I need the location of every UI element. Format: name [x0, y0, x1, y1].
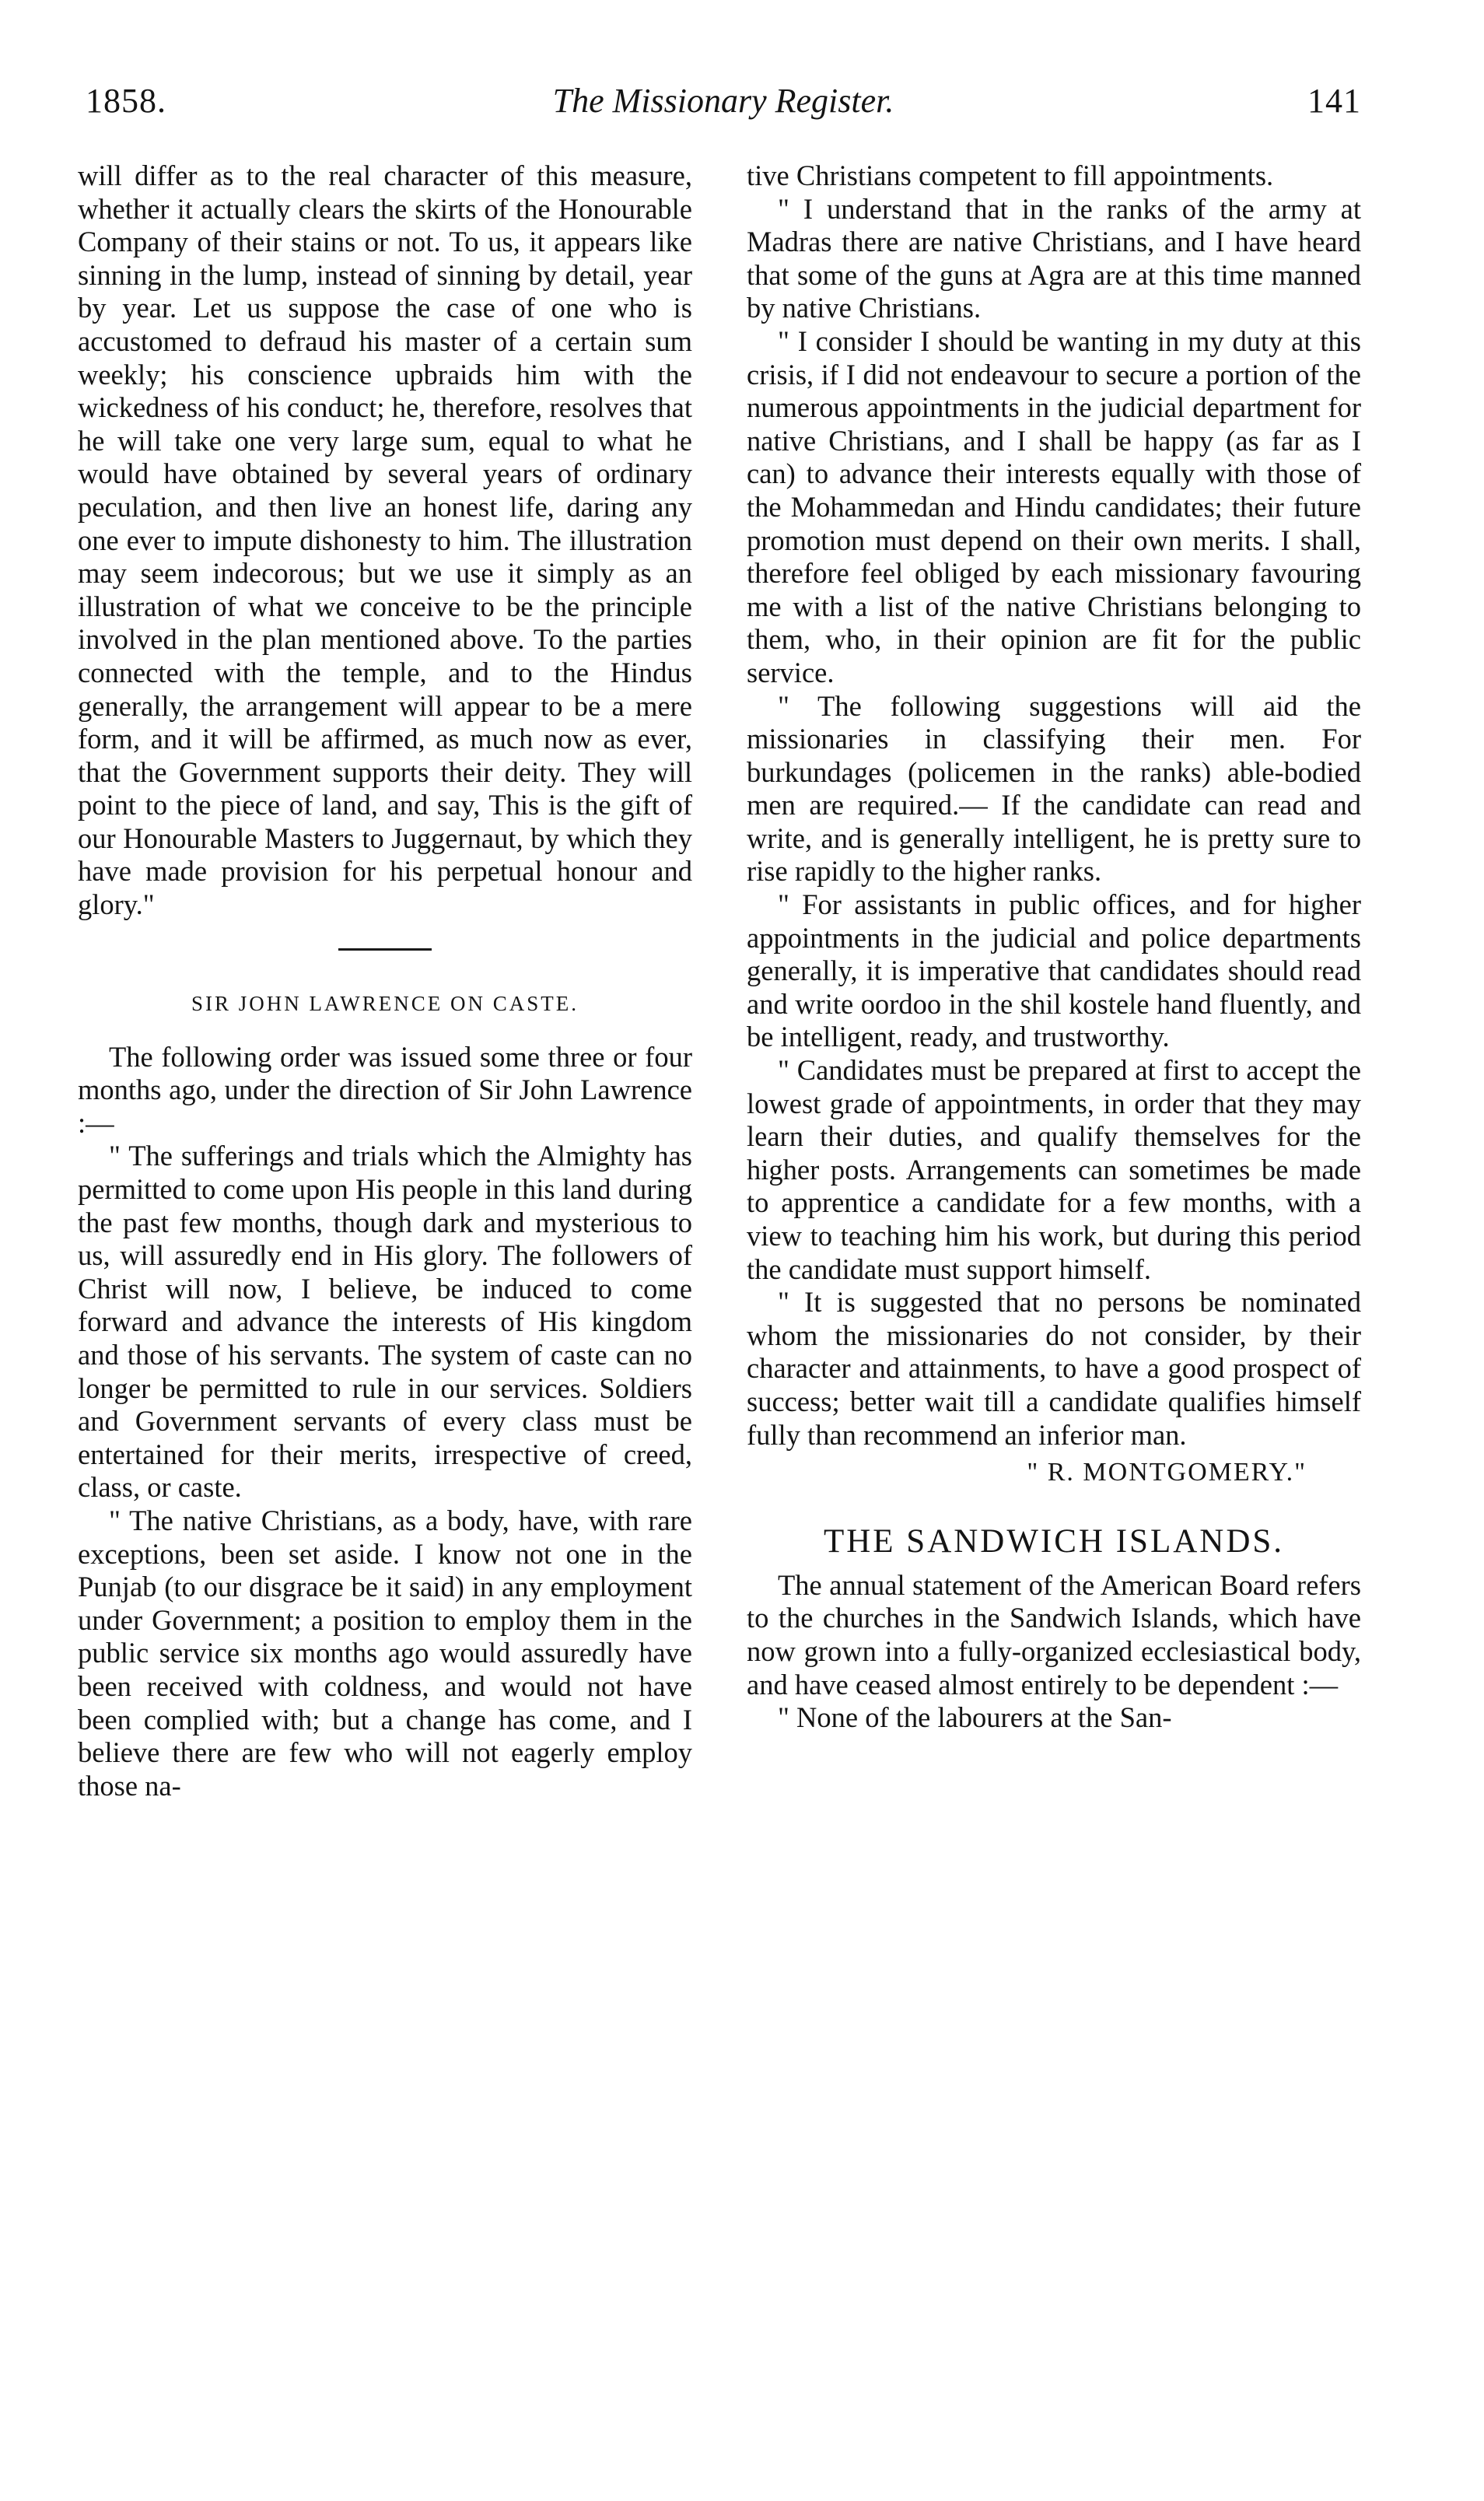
- journal-title: The Missionary Register.: [552, 82, 894, 120]
- paragraph: " For assistants in public offices, and for higher appointments in the judicial and police departments generally, it is imperative that candidates should read and write oordoo in the shil kostele hand fluently, and be intelligent, ready, and trustworthy.: [747, 888, 1361, 1053]
- paragraph-continued: will differ as to the real character of this measure, whether it actually clears the skirts of the Honourable Company of their stains or not. To us, it appears like sinning in the lump, instead of sinning by detail, year by year. Let us suppose the case of one who is accustomed to defraud his master of a certain sum weekly; his conscience upbraids him with the wickedness of his conduct; he, therefore, resolves that he will take one very large sum, equal to what he would have obtained by several years of ordinary peculation, and then live an honest life, daring any one ever to impute dishonesty to him. The illustration may seem indecorous; but we use it simply as an illustration of what we conceive to be the principle involved in the plan mentioned above. To the parties connected with the temple, and to the Hindus generally, the arrangement will appear to be a mere form, and it will be affirmed, as much now as ever, that the Government supports their deity. They will point to the piece of land, and say, This is the gift of our Honourable Masters to Juggernaut, by which they have made provision for his perpetual honour and glory.": [78, 159, 692, 921]
- running-head: [86, 81, 1361, 143]
- section-divider: [338, 948, 432, 951]
- paragraph: " It is suggested that no persons be nominated whom the missionaries do not consider, by their character and attainments, to have a good prospect of success; better wait till a candidate qualifies himself fully than recommend an inferior man.: [747, 1286, 1361, 1451]
- signature: " R. MONTGOMERY.": [1027, 1458, 1307, 1487]
- right-column: [747, 159, 1361, 1735]
- paragraph: " None of the labourers at the San-: [778, 1701, 1172, 1734]
- paragraph: The annual statement of the American Board refers to the churches in the Sandwich Islands, which have now grown into a fully-organized ecclesiastical body, and have ceased almost entirely to be dependent :—: [747, 1568, 1361, 1701]
- section-heading-lawrence: SIR JOHN LAWRENCE ON CASTE.: [191, 991, 579, 1015]
- paragraph: " Candidates must be prepared at first to accept the lowest grade of appointments, in order that they may learn their duties, and qualify themselves for the higher posts. Arrangements can sometimes be made to apprentice a candidate for a few months, with a view to teaching him his work, but during this period the candidate must support himself.: [747, 1054, 1361, 1285]
- header-year: 1858.: [86, 82, 166, 120]
- section-heading-sandwich-islands: THE SANDWICH ISLANDS.: [823, 1522, 1285, 1560]
- page-number: 141: [1307, 82, 1361, 120]
- paragraph: " The following suggestions will aid the missionaries in classifying their men. For burkundages (policemen in the ranks) able-bodied men are required.— If the candidate can read and write, and is generally intelligent, he is pretty sure to rise rapidly to the higher ranks.: [747, 689, 1361, 888]
- paragraph: " I consider I should be wanting in my duty at this crisis, if I did not endeavour to secure a portion of the numerous appointments in the judicial department for native Christians, and I shall be happy (as far as I can) to advance their interests equally with those of the Mohammedan and Hindu candidates; their future promotion must depend on their own merits. I shall, therefore feel obliged by each missionary favouring me with a list of the native Christians belonging to them, who, in their opinion are fit for the public service.: [747, 324, 1361, 688]
- paragraph-continued: tive Christians competent to fill appointments.: [747, 159, 1274, 191]
- paragraph: " The native Christians, as a body, have, with rare exceptions, been set aside. I know not one in the Punjab (to our disgrace be it said) in any employment under Government; a position to employ them in the public service six months ago would assuredly have been received with coldness, and would not have been complied with; but a change has come, and I believe there are few who will not eagerly employ those na-: [78, 1504, 692, 1802]
- paragraph: " I understand that in the ranks of the army at Madras there are native Christians, and I have heard that some of the guns at Agra are at this time manned by native Christians.: [747, 192, 1361, 324]
- paragraph: The following order was issued some three or four months ago, under the direction of Sir John Lawrence :—: [78, 1040, 692, 1139]
- left-column: [78, 159, 692, 1802]
- paragraph: " The sufferings and trials which the Almighty has permitted to come upon His people in this land during the past few months, though dark and mysterious to us, will assuredly end in His glory. The followers of Christ will now, I believe, be induced to come forward and advance the interests of His kingdom and those of his servants. The system of caste can no longer be permitted to rule in our services. Soldiers and Government servants of every class must be entertained for their merits, irrespective of creed, class, or caste.: [78, 1140, 692, 1504]
